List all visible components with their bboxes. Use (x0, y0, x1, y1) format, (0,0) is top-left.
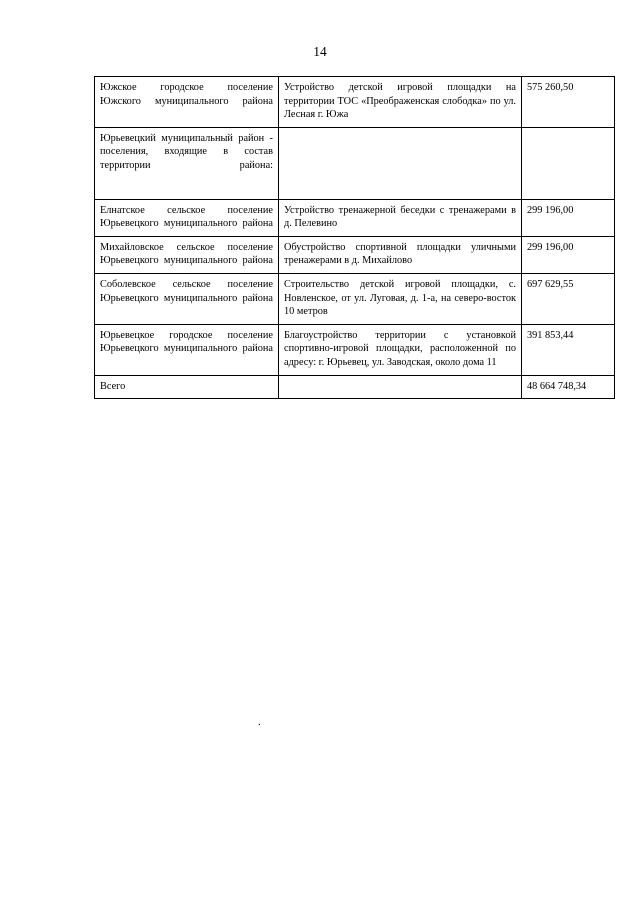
row-name-cell: Юрьевецкий муниципальный район - поселения, входящие в состав территории района: (95, 127, 279, 199)
table-row (95, 77, 615, 128)
row-sum-cell: 697 629,55 (522, 274, 615, 325)
total-sum-cell: 48 664 748,34 (522, 375, 615, 399)
page-dot-marker: . (258, 716, 261, 728)
funding-table (94, 76, 615, 399)
table-row (95, 274, 615, 325)
row-name-cell: Елнатское сельское поселение Юрьевецкого муниципального района (95, 199, 279, 236)
row-name-cell: Южское городское поселение Южского муниципального района (95, 77, 279, 128)
row-description-cell: Строительство детской игровой площадки, с. Новленское, от ул. Луговая, д. 1-а, на северо-восток 10 метров (279, 274, 522, 325)
table-row (95, 199, 615, 236)
row-description-cell: Благоустройство территории с установкой спортивно-игровой площадки, расположенной по адресу: г. Юрьевец, ул. Заводская, около дома 11 (279, 324, 522, 375)
row-sum-cell: 299 196,00 (522, 236, 615, 273)
total-description-cell (279, 375, 522, 399)
row-name-cell: Юрьевецкое городское поселение Юрьевецкого муниципального района (95, 324, 279, 375)
page-number: 14 (313, 44, 327, 59)
row-description-cell (279, 127, 522, 199)
row-description-cell: Устройство тренажерной беседки с тренажерами в д. Пелевино (279, 199, 522, 236)
row-description-cell: Устройство детской игровой площадки на территории ТОС «Преображенская слободка» по ул. Лесная г. Южа (279, 77, 522, 128)
row-name-cell: Соболевское сельское поселение Юрьевецкого муниципального района (95, 274, 279, 325)
table-total-row (95, 375, 615, 399)
row-sum-cell: 391 853,44 (522, 324, 615, 375)
table-row (95, 236, 615, 273)
funding-table-wrapper (94, 76, 587, 399)
total-label-cell: Всего (95, 375, 279, 399)
row-description-cell: Обустройство спортивной площадки уличными тренажерами в д. Михайлово (279, 236, 522, 273)
row-sum-cell: 299 196,00 (522, 199, 615, 236)
table-row (95, 324, 615, 375)
row-sum-cell: 575 260,50 (522, 77, 615, 128)
row-name-cell: Михайловское сельское поселение Юрьевецкого муниципального района (95, 236, 279, 273)
table-row (95, 127, 615, 199)
row-sum-cell (522, 127, 615, 199)
